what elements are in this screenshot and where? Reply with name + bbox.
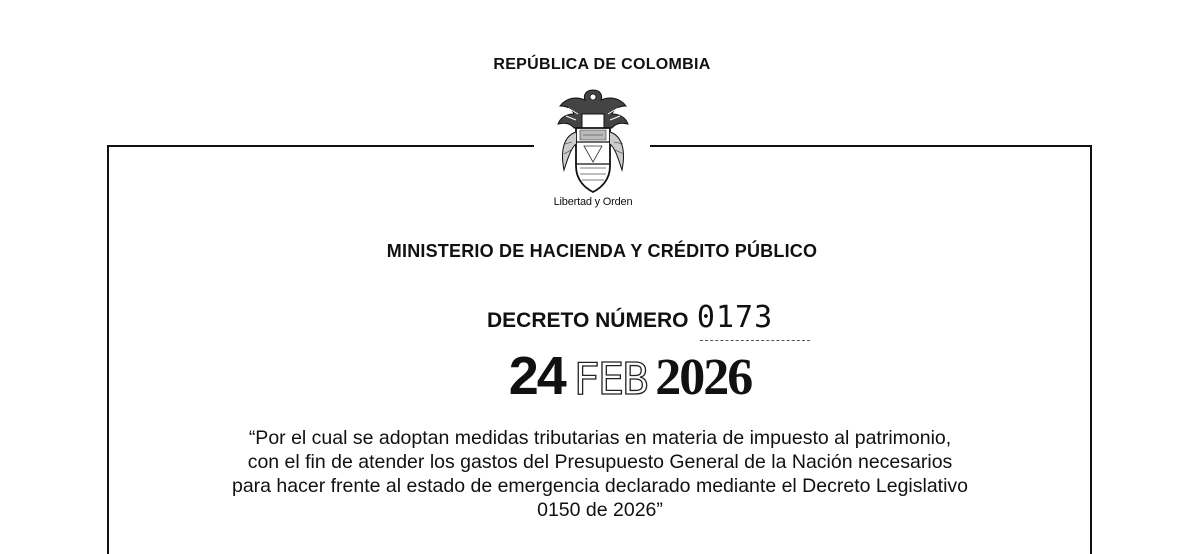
date-day: 24 xyxy=(508,346,565,406)
decree-number-underline xyxy=(700,340,810,342)
ministry-heading: MINISTERIO DE HACIENDA Y CRÉDITO PÚBLICO xyxy=(386,241,818,261)
date-stamp xyxy=(450,345,810,407)
seal-motto: Libertad y Orden xyxy=(553,196,633,208)
coat-of-arms-icon xyxy=(538,84,648,204)
frame-top-left-line xyxy=(107,145,534,147)
country-heading: REPÚBLICA DE COLOMBIA xyxy=(493,56,711,73)
frame-left-line xyxy=(107,145,109,554)
date-month: FEB xyxy=(573,354,647,405)
title-line: para hacer frente al estado de emergencia declarado mediante el Decreto Legislativo xyxy=(231,475,969,497)
decree-number-line xyxy=(487,300,773,335)
date-year: 2026 xyxy=(655,349,752,406)
title-line: con el fin de atender los gastos del Presupuesto General de la Nación necesarios xyxy=(247,451,953,473)
decree-number: 0173 xyxy=(696,300,774,335)
title-line: 0150 de 2026” xyxy=(537,499,663,521)
decree-title xyxy=(130,426,1070,522)
decree-label: DECRETO NÚMERO xyxy=(487,309,689,332)
title-line: “Por el cual se adoptan medidas tributarias en materia de impuesto al patrimonio, xyxy=(248,427,952,449)
frame-top-right-line xyxy=(650,145,1092,147)
frame-right-line xyxy=(1090,145,1092,554)
